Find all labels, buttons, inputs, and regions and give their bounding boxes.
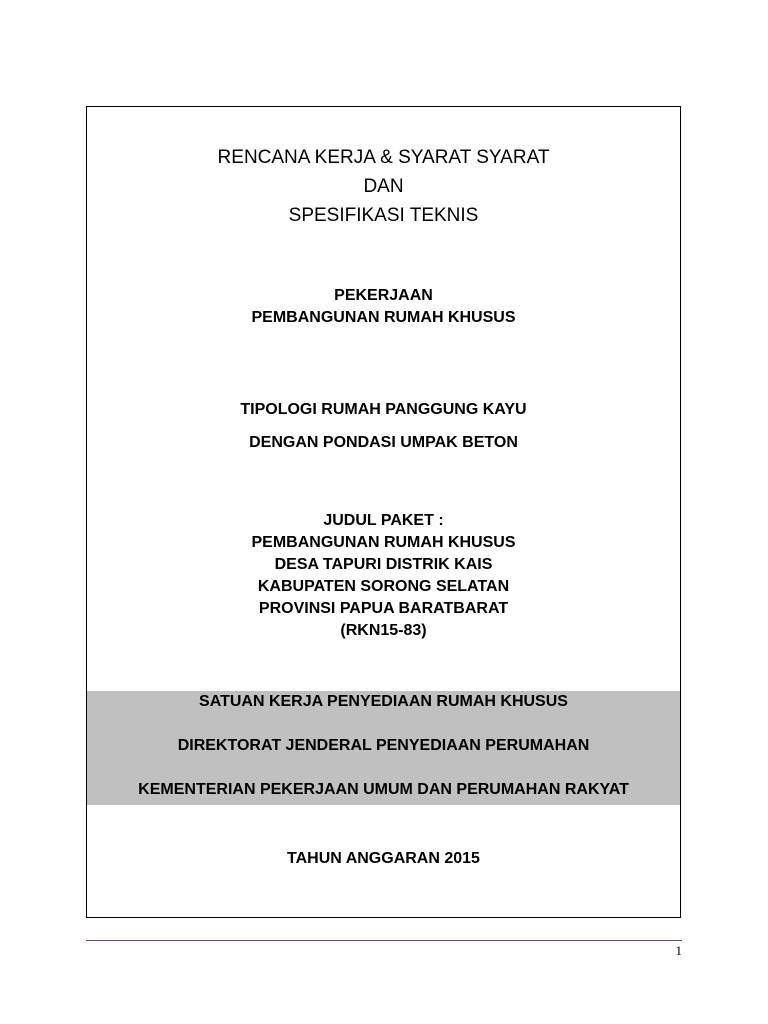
package-code: (RKN15-83) xyxy=(340,622,427,639)
fiscal-year xyxy=(87,848,680,870)
package-line: DESA TAPURI DISTRIK KAIS xyxy=(274,556,493,573)
document-title xyxy=(87,143,680,230)
work-name: PEMBANGUNAN RUMAH KHUSUS xyxy=(251,309,516,326)
package-section xyxy=(87,510,680,642)
package-line: PROVINSI PAPUA BARATBARAT xyxy=(258,600,509,617)
organization-band xyxy=(87,691,680,805)
footer-rule xyxy=(86,940,682,941)
typology-line-2: DENGAN PONDASI UMPAK BETON xyxy=(249,434,518,451)
title-line-3: SPESIFIKASI TEKNIS xyxy=(288,205,479,226)
work-label: PEKERJAAN xyxy=(334,287,433,304)
package-label: JUDUL PAKET : xyxy=(323,512,444,529)
title-line-1: RENCANA KERJA & SYARAT SYARAT xyxy=(217,147,550,168)
work-section xyxy=(87,285,680,329)
typology-line-1: TIPOLOGI RUMAH PANGGUNG KAYU xyxy=(240,401,527,418)
fiscal-year-text: TAHUN ANGGARAN 2015 xyxy=(287,850,480,867)
package-line: KABUPATEN SORONG SELATAN xyxy=(257,578,510,595)
page-number: 1 xyxy=(675,943,682,958)
typology-section xyxy=(87,393,680,459)
directorate-name: DIREKTORAT JENDERAL PENYEDIAAN PERUMAHAN xyxy=(177,737,590,754)
cover-frame xyxy=(86,106,681,918)
work-unit-name: SATUAN KERJA PENYEDIAAN RUMAH KHUSUS xyxy=(199,693,568,710)
ministry-name: KEMENTERIAN PEKERJAAN UMUM DAN PERUMAHAN RAKYAT xyxy=(138,781,629,798)
title-line-2: DAN xyxy=(363,176,404,197)
package-line: PEMBANGUNAN RUMAH KHUSUS xyxy=(251,534,516,551)
